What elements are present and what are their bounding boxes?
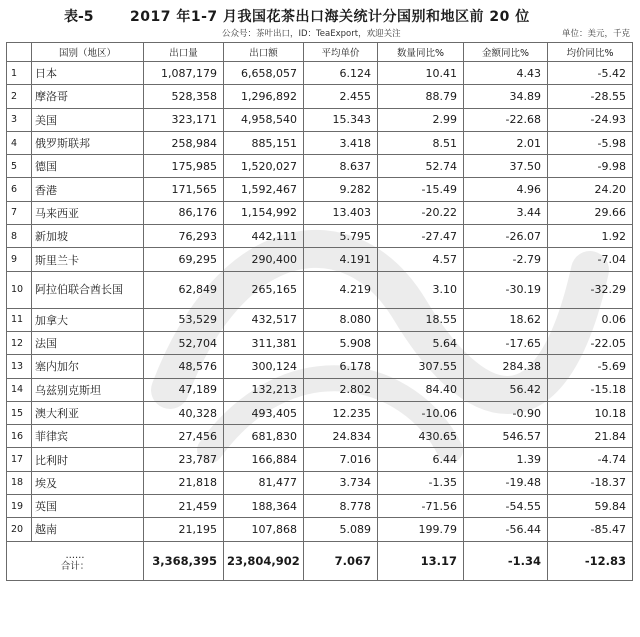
table-number: 表-5: [64, 9, 94, 25]
value-cell: 3.44: [464, 201, 548, 224]
rank-cell: 13: [7, 355, 32, 378]
value-cell: 8.51: [378, 131, 464, 154]
value-cell: 40,328: [144, 401, 224, 424]
value-cell: 47,189: [144, 378, 224, 401]
value-cell: 76,293: [144, 225, 224, 248]
value-cell: -20.22: [378, 201, 464, 224]
country-cell: 香港: [32, 178, 144, 201]
unit-price-cell: 5.908: [304, 331, 378, 354]
country-cell: 美国: [32, 108, 144, 131]
value-cell: 166,884: [224, 448, 304, 471]
unit-price-cell: 6.178: [304, 355, 378, 378]
unit-price-cell: 12.235: [304, 401, 378, 424]
rank-cell: 2: [7, 85, 32, 108]
value-cell: 1,154,992: [224, 201, 304, 224]
value-cell: -24.93: [548, 108, 633, 131]
rank-cell: 9: [7, 248, 32, 271]
unit-price-cell: 4.191: [304, 248, 378, 271]
value-cell: 2.99: [378, 108, 464, 131]
value-cell: 681,830: [224, 425, 304, 448]
rank-cell: 4: [7, 131, 32, 154]
value-cell: -71.56: [378, 495, 464, 518]
total-value-cell: 3,368,395: [144, 541, 224, 580]
value-cell: 52.74: [378, 155, 464, 178]
unit-price-cell: 2.802: [304, 378, 378, 401]
country-cell: 埃及: [32, 471, 144, 494]
table-row: [7, 331, 633, 354]
rank-cell: 15: [7, 401, 32, 424]
country-cell: 德国: [32, 155, 144, 178]
rank-cell: 3: [7, 108, 32, 131]
value-cell: 546.57: [464, 425, 548, 448]
title-bar: [0, 0, 640, 28]
total-label-dots: ……: [65, 549, 85, 561]
source-note: 公众号：茶叶出口，ID：TeaExport，欢迎关注: [222, 29, 401, 39]
value-cell: -26.07: [464, 225, 548, 248]
unit-price-cell: 4.219: [304, 271, 378, 308]
rank-cell: 14: [7, 378, 32, 401]
table-row: [7, 85, 633, 108]
country-cell: 英国: [32, 495, 144, 518]
total-value-cell: 7.067: [304, 541, 378, 580]
total-value-cell: 23,804,902: [224, 541, 304, 580]
unit-price-cell: 3.734: [304, 471, 378, 494]
rank-cell: 19: [7, 495, 32, 518]
country-cell: 摩洛哥: [32, 85, 144, 108]
country-cell: 塞内加尔: [32, 355, 144, 378]
table-row: [7, 201, 633, 224]
value-cell: 5.64: [378, 331, 464, 354]
value-cell: 132,213: [224, 378, 304, 401]
value-cell: 84.40: [378, 378, 464, 401]
value-cell: 56.42: [464, 378, 548, 401]
column-header: [7, 43, 32, 62]
value-cell: -28.55: [548, 85, 633, 108]
country-cell: 阿拉伯联合酋长国: [32, 271, 144, 308]
value-cell: 10.18: [548, 401, 633, 424]
country-cell: 法国: [32, 331, 144, 354]
value-cell: 290,400: [224, 248, 304, 271]
unit-price-cell: 13.403: [304, 201, 378, 224]
rank-cell: 1: [7, 62, 32, 85]
value-cell: 265,165: [224, 271, 304, 308]
column-header: 出口额: [224, 43, 304, 62]
value-cell: -15.18: [548, 378, 633, 401]
subtitle-bar: [0, 27, 640, 41]
value-cell: 199.79: [378, 518, 464, 541]
value-cell: 3.10: [378, 271, 464, 308]
table-row: [7, 178, 633, 201]
value-cell: 23,787: [144, 448, 224, 471]
value-cell: 2.01: [464, 131, 548, 154]
value-cell: 6.44: [378, 448, 464, 471]
unit-price-cell: 3.418: [304, 131, 378, 154]
country-cell: 斯里兰卡: [32, 248, 144, 271]
value-cell: 171,565: [144, 178, 224, 201]
value-cell: -22.68: [464, 108, 548, 131]
value-cell: 0.06: [548, 308, 633, 331]
unit-price-cell: 8.637: [304, 155, 378, 178]
unit-price-cell: 15.343: [304, 108, 378, 131]
value-cell: 21.84: [548, 425, 633, 448]
column-header: 金额同比%: [464, 43, 548, 62]
table-row: [7, 495, 633, 518]
table-row: [7, 355, 633, 378]
table-row: [7, 225, 633, 248]
value-cell: 34.89: [464, 85, 548, 108]
value-cell: 6,658,057: [224, 62, 304, 85]
value-cell: 528,358: [144, 85, 224, 108]
table-row: [7, 401, 633, 424]
total-label-text: 合计：: [60, 560, 90, 572]
value-cell: -5.42: [548, 62, 633, 85]
table-row: [7, 518, 633, 541]
country-cell: 俄罗斯联邦: [32, 131, 144, 154]
value-cell: 27,456: [144, 425, 224, 448]
country-cell: 比利时: [32, 448, 144, 471]
value-cell: 18.55: [378, 308, 464, 331]
value-cell: 175,985: [144, 155, 224, 178]
value-cell: 18.62: [464, 308, 548, 331]
value-cell: 311,381: [224, 331, 304, 354]
table-row: [7, 62, 633, 85]
value-cell: 21,818: [144, 471, 224, 494]
unit-price-cell: 5.795: [304, 225, 378, 248]
value-cell: -54.55: [464, 495, 548, 518]
value-cell: 29.66: [548, 201, 633, 224]
value-cell: 1,592,467: [224, 178, 304, 201]
rank-cell: 18: [7, 471, 32, 494]
country-cell: 日本: [32, 62, 144, 85]
value-cell: 107,868: [224, 518, 304, 541]
column-header: 均价同比%: [548, 43, 633, 62]
rank-cell: 16: [7, 425, 32, 448]
value-cell: 21,459: [144, 495, 224, 518]
value-cell: 307.55: [378, 355, 464, 378]
unit-price-cell: 2.455: [304, 85, 378, 108]
country-cell: 菲律宾: [32, 425, 144, 448]
unit-price-cell: 5.089: [304, 518, 378, 541]
value-cell: 88.79: [378, 85, 464, 108]
total-value-cell: 13.17: [378, 541, 464, 580]
value-cell: -32.29: [548, 271, 633, 308]
value-cell: -27.47: [378, 225, 464, 248]
value-cell: -22.05: [548, 331, 633, 354]
value-cell: 48,576: [144, 355, 224, 378]
table-row: [7, 308, 633, 331]
value-cell: -1.35: [378, 471, 464, 494]
value-cell: 10.41: [378, 62, 464, 85]
value-cell: -18.37: [548, 471, 633, 494]
unit-price-cell: 7.016: [304, 448, 378, 471]
value-cell: 1,087,179: [144, 62, 224, 85]
value-cell: 300,124: [224, 355, 304, 378]
value-cell: -5.98: [548, 131, 633, 154]
value-cell: 1.92: [548, 225, 633, 248]
unit-price-cell: 8.778: [304, 495, 378, 518]
export-table: [6, 42, 633, 581]
unit-price-cell: 24.834: [304, 425, 378, 448]
total-value-cell: -12.83: [548, 541, 633, 580]
table-row: [7, 471, 633, 494]
value-cell: 430.65: [378, 425, 464, 448]
value-cell: 885,151: [224, 131, 304, 154]
table-row: [7, 248, 633, 271]
value-cell: 52,704: [144, 331, 224, 354]
value-cell: 432,517: [224, 308, 304, 331]
value-cell: 4.43: [464, 62, 548, 85]
value-cell: 37.50: [464, 155, 548, 178]
total-value-cell: -1.34: [464, 541, 548, 580]
column-header: 平均单价: [304, 43, 378, 62]
country-cell: 加拿大: [32, 308, 144, 331]
value-cell: -7.04: [548, 248, 633, 271]
value-cell: 1,296,892: [224, 85, 304, 108]
country-cell: 马来西亚: [32, 201, 144, 224]
table-row: [7, 425, 633, 448]
unit-price-cell: 8.080: [304, 308, 378, 331]
value-cell: 86,176: [144, 201, 224, 224]
value-cell: 53,529: [144, 308, 224, 331]
table-title: 2017 年1-7 月我国花茶出口海关统计分国别和地区前 20 位: [130, 9, 530, 25]
value-cell: 442,111: [224, 225, 304, 248]
rank-cell: 11: [7, 308, 32, 331]
table-row: [7, 155, 633, 178]
value-cell: -0.90: [464, 401, 548, 424]
table-row: [7, 271, 633, 308]
value-cell: -19.48: [464, 471, 548, 494]
value-cell: -9.98: [548, 155, 633, 178]
value-cell: 59.84: [548, 495, 633, 518]
rank-cell: 8: [7, 225, 32, 248]
country-cell: 澳大利亚: [32, 401, 144, 424]
value-cell: 1.39: [464, 448, 548, 471]
value-cell: 258,984: [144, 131, 224, 154]
value-cell: 1,520,027: [224, 155, 304, 178]
value-cell: 4.57: [378, 248, 464, 271]
table-row: [7, 378, 633, 401]
unit-note: 单位：美元，千克: [561, 29, 630, 39]
value-cell: 21,195: [144, 518, 224, 541]
value-cell: -85.47: [548, 518, 633, 541]
country-cell: 乌兹别克斯坦: [32, 378, 144, 401]
value-cell: -15.49: [378, 178, 464, 201]
total-row: [7, 541, 633, 580]
rank-cell: 7: [7, 201, 32, 224]
rank-cell: 20: [7, 518, 32, 541]
value-cell: 81,477: [224, 471, 304, 494]
rank-cell: 12: [7, 331, 32, 354]
value-cell: 4.96: [464, 178, 548, 201]
unit-price-cell: 6.124: [304, 62, 378, 85]
total-label: [7, 541, 144, 580]
rank-cell: 10: [7, 271, 32, 308]
value-cell: -5.69: [548, 355, 633, 378]
value-cell: -56.44: [464, 518, 548, 541]
value-cell: 62,849: [144, 271, 224, 308]
table-row: [7, 108, 633, 131]
value-cell: -10.06: [378, 401, 464, 424]
country-cell: 越南: [32, 518, 144, 541]
value-cell: 4,958,540: [224, 108, 304, 131]
value-cell: 323,171: [144, 108, 224, 131]
value-cell: 188,364: [224, 495, 304, 518]
value-cell: -17.65: [464, 331, 548, 354]
column-header: 国别（地区）: [32, 43, 144, 62]
value-cell: -4.74: [548, 448, 633, 471]
value-cell: 24.20: [548, 178, 633, 201]
table-row: [7, 448, 633, 471]
country-cell: 新加坡: [32, 225, 144, 248]
value-cell: -2.79: [464, 248, 548, 271]
value-cell: 69,295: [144, 248, 224, 271]
rank-cell: 6: [7, 178, 32, 201]
rank-cell: 17: [7, 448, 32, 471]
column-header: 出口量: [144, 43, 224, 62]
unit-price-cell: 9.282: [304, 178, 378, 201]
value-cell: 284.38: [464, 355, 548, 378]
rank-cell: 5: [7, 155, 32, 178]
value-cell: 493,405: [224, 401, 304, 424]
table-header-row: [7, 43, 633, 62]
table-row: [7, 131, 633, 154]
value-cell: -30.19: [464, 271, 548, 308]
column-header: 数量同比%: [378, 43, 464, 62]
